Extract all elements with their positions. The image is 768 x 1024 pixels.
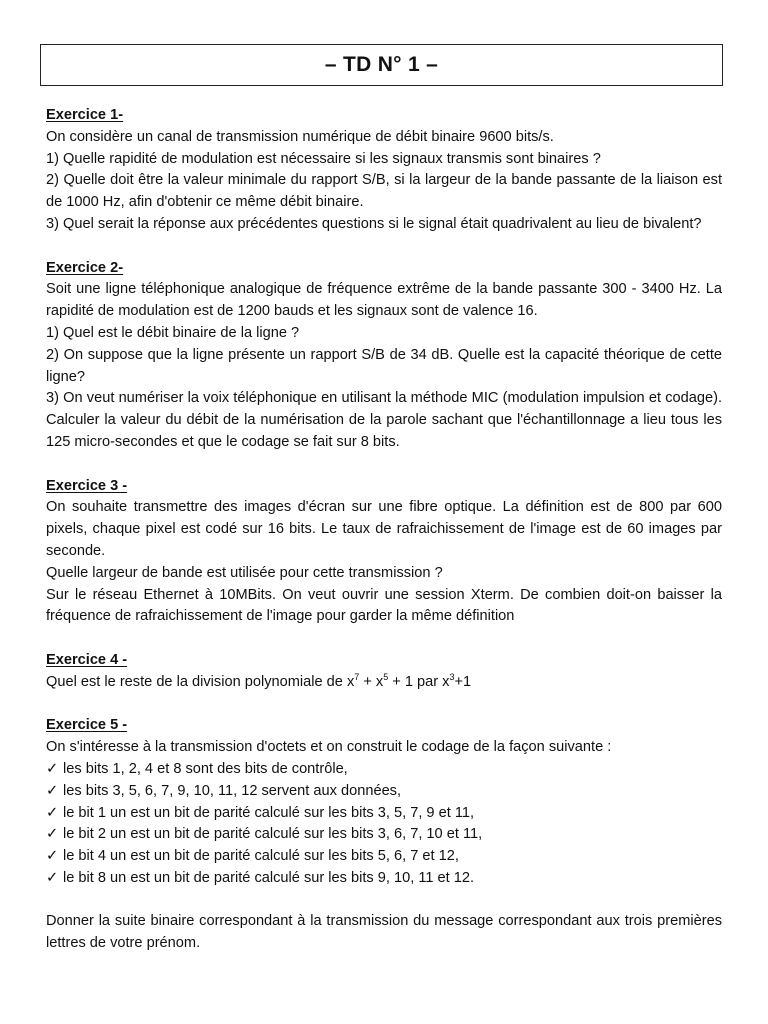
checkmark-icon: ✓ <box>46 826 59 843</box>
exercise-5 <box>46 715 722 955</box>
exercise-5-checklist <box>46 759 722 890</box>
exercise-2 <box>46 258 722 454</box>
exercise-3 <box>46 476 722 629</box>
checklist-item <box>46 803 722 825</box>
checklist-item-text: le bit 2 un est un bit de parité calculé sur les bits 3, 6, 7, 10 et 11, <box>63 826 483 843</box>
exercise-5-heading: Exercice 5 - <box>46 717 128 734</box>
exercise-3-question-1: Quelle largeur de bande est utilisée pour cette transmission ? <box>46 564 443 581</box>
checklist-item-text: les bits 1, 2, 4 et 8 sont des bits de contrôle, <box>63 760 348 777</box>
checkmark-icon: ✓ <box>46 869 59 886</box>
exercise-1-paragraph: On considère un canal de transmission numérique de débit binaire 9600 bits/s. <box>46 128 554 145</box>
checklist-item <box>46 846 722 868</box>
checklist-item-text: le bit 8 un est un bit de parité calculé sur les bits 9, 10, 11 et 12. <box>63 869 475 886</box>
exercise-3-question-2: Sur le réseau Ethernet à 10MBits. On veut ouvrir une session Xterm. De combien doit-on baisser la fréquence de rafraichissement de l'image pour garder la même définition <box>46 586 722 625</box>
exercise-4-question <box>46 672 722 694</box>
exercise-4-exponent-3: 3 <box>449 671 455 682</box>
exercise-5-intro: On s'intéresse à la transmission d'octets et on construit le codage de la façon suivante : <box>46 739 612 756</box>
checklist-item-text: les bits 3, 5, 6, 7, 9, 10, 11, 12 servent aux données, <box>63 782 402 799</box>
exercise-4-text-mid-2: + 1 par x <box>388 673 450 690</box>
exercise-1-heading: Exercice 1- <box>46 107 124 123</box>
exercise-4-exponent-1: 7 <box>354 671 360 682</box>
exercise-5-final-question: Donner la suite binaire correspondant à la transmission du message correspondant aux trois premières lettres de votre prénom. <box>46 913 722 952</box>
exercise-4 <box>46 650 722 694</box>
checkmark-icon: ✓ <box>46 782 59 799</box>
exercise-4-text-before: Quel est le reste de la division polynomiale de x <box>46 673 355 690</box>
exercise-1-question-1: 1) Quelle rapidité de modulation est nécessaire si les signaux transmis sont binaires ? <box>46 150 601 167</box>
checkmark-icon: ✓ <box>46 804 59 821</box>
exercise-3-paragraph: On souhaite transmettre des images d'écran sur une fibre optique. La définition est de 800 par 600 pixels, chaque pixel est codé sur 16 bits. Le taux de rafraichissement de l'image est de 60 images par seconde. <box>46 499 722 559</box>
checklist-item-text: le bit 1 un est un bit de parité calculé sur les bits 3, 5, 7, 9 et 11, <box>63 804 475 821</box>
page-title: – TD N° 1 – <box>324 53 439 76</box>
document-body <box>46 105 722 977</box>
checklist-item <box>46 781 722 803</box>
checkmark-icon: ✓ <box>46 760 59 777</box>
exercise-2-question-1: 1) Quel est le débit binaire de la ligne ? <box>46 324 300 341</box>
exercise-2-heading: Exercice 2- <box>46 259 124 276</box>
exercise-4-heading: Exercice 4 - <box>46 651 128 668</box>
exercise-4-text-after: +1 <box>454 673 472 690</box>
exercise-1 <box>46 105 722 236</box>
checklist-item <box>46 868 722 890</box>
exercise-2-question-2: 2) On suppose que la ligne présente un rapport S/B de 34 dB. Quelle est la capacité théorique de cette ligne? <box>46 346 722 385</box>
exercise-1-question-2: 2) Quelle doit être la valeur minimale du rapport S/B, si la largeur de la bande passante de la liaison est de 1000 Hz, afin d'obtenir ce même débit binaire. <box>46 172 722 211</box>
exercise-2-paragraph: Soit une ligne téléphonique analogique de fréquence extrême de la bande passante 300 - 3400 Hz. La rapidité de modulation est de 1200 bauds et les signaux sont de valence 16. <box>46 281 722 320</box>
checklist-item <box>46 824 722 846</box>
exercise-2-question-3: 3) On veut numériser la voix téléphonique en utilisant la méthode MIC (modulation impulsion et codage). Calculer la valeur du débit de la numérisation de la parole sachant que l'échantillonnage a lieu tous les 125 micro-secondes et que le codage se fait sur 8 bits. <box>46 390 722 450</box>
exercise-4-exponent-2: 5 <box>383 671 389 682</box>
checklist-item <box>46 759 722 781</box>
title-box <box>40 44 723 86</box>
checkmark-icon: ✓ <box>46 848 59 865</box>
exercise-3-heading: Exercice 3 - <box>46 477 128 494</box>
exercise-4-text-mid-1: + x <box>359 673 384 690</box>
exercise-1-question-3: 3) Quel serait la réponse aux précédentes questions si le signal était quadrivalent au lieu de bivalent? <box>46 215 702 232</box>
checklist-item-text: le bit 4 un est un bit de parité calculé sur les bits 5, 6, 7 et 12, <box>63 848 459 865</box>
